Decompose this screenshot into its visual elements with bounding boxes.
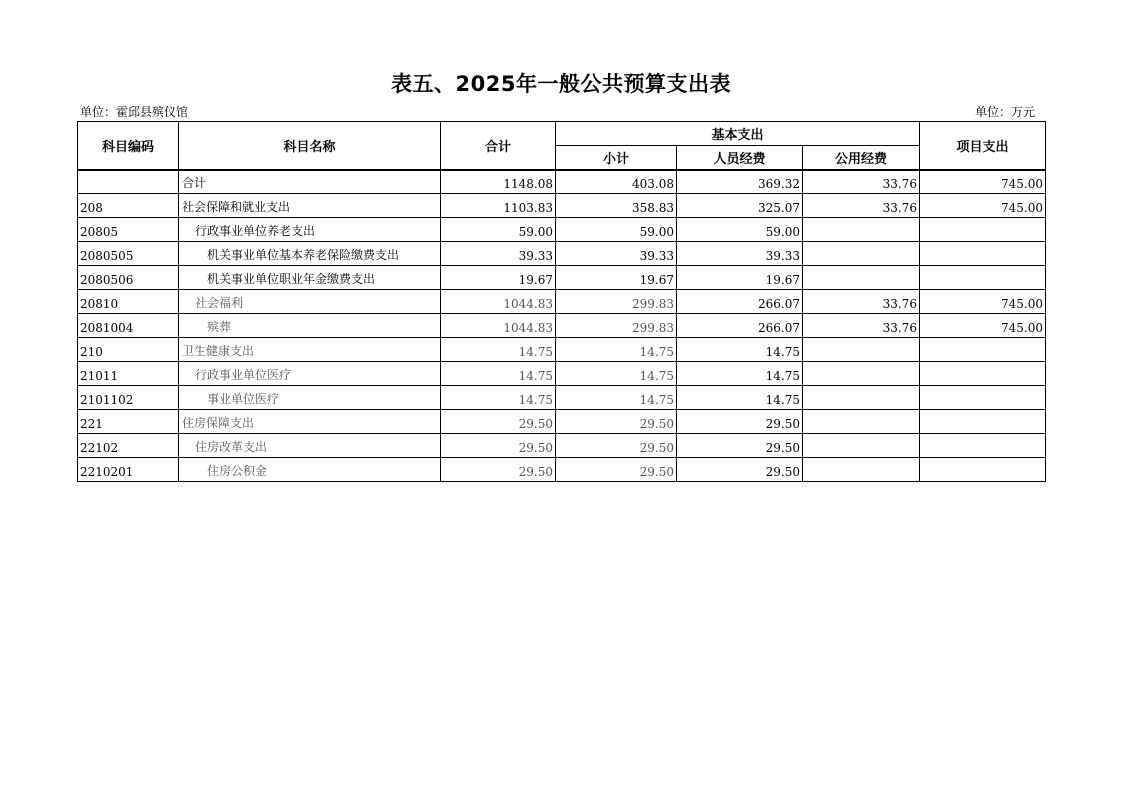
cell-public xyxy=(803,218,920,242)
cell-public xyxy=(803,362,920,386)
cell-total: 29.50 xyxy=(441,410,556,434)
cell-project: 745.00 xyxy=(920,194,1046,218)
header-basic: 基本支出 xyxy=(556,122,920,146)
table-row xyxy=(78,410,1046,434)
cell-code: 221 xyxy=(78,410,179,434)
table-row xyxy=(78,458,1046,482)
cell-public: 33.76 xyxy=(803,314,920,338)
cell-personnel: 266.07 xyxy=(677,290,803,314)
cell-public xyxy=(803,338,920,362)
cell-total: 29.50 xyxy=(441,434,556,458)
table-row xyxy=(78,434,1046,458)
table-row xyxy=(78,242,1046,266)
header-project: 项目支出 xyxy=(920,122,1046,170)
cell-name: 殡葬 xyxy=(179,314,441,338)
cell-total: 19.67 xyxy=(441,266,556,290)
unit-currency-label: 单位：万元 xyxy=(975,105,1036,119)
cell-personnel: 14.75 xyxy=(677,362,803,386)
cell-subtotal: 358.83 xyxy=(556,194,677,218)
cell-project xyxy=(920,434,1046,458)
table-row xyxy=(78,338,1046,362)
cell-name: 行政事业单位医疗 xyxy=(179,362,441,386)
table-header xyxy=(78,122,1046,170)
cell-total: 1044.83 xyxy=(441,314,556,338)
cell-public xyxy=(803,386,920,410)
cell-code: 20810 xyxy=(78,290,179,314)
cell-code: 2080505 xyxy=(78,242,179,266)
cell-project xyxy=(920,242,1046,266)
cell-subtotal: 14.75 xyxy=(556,338,677,362)
cell-public: 33.76 xyxy=(803,170,920,194)
page-title: 表五、2025年一般公共预算支出表 xyxy=(391,72,731,96)
cell-code: 2081004 xyxy=(78,314,179,338)
cell-code: 22102 xyxy=(78,434,179,458)
cell-subtotal: 299.83 xyxy=(556,314,677,338)
cell-personnel: 29.50 xyxy=(677,410,803,434)
budget-table xyxy=(77,121,1046,482)
cell-public xyxy=(803,266,920,290)
cell-personnel: 14.75 xyxy=(677,386,803,410)
cell-total: 14.75 xyxy=(441,362,556,386)
cell-project xyxy=(920,458,1046,482)
header-total: 合计 xyxy=(441,122,556,170)
cell-project xyxy=(920,338,1046,362)
cell-personnel: 59.00 xyxy=(677,218,803,242)
header-subtotal: 小计 xyxy=(556,146,677,170)
cell-public: 33.76 xyxy=(803,290,920,314)
cell-project xyxy=(920,410,1046,434)
table-row xyxy=(78,194,1046,218)
cell-subtotal: 39.33 xyxy=(556,242,677,266)
cell-name: 住房保障支出 xyxy=(179,410,441,434)
cell-code: 2210201 xyxy=(78,458,179,482)
table-row xyxy=(78,386,1046,410)
table-row xyxy=(78,290,1046,314)
header-name: 科目名称 xyxy=(179,122,441,170)
cell-public xyxy=(803,410,920,434)
cell-subtotal: 29.50 xyxy=(556,458,677,482)
cell-public xyxy=(803,458,920,482)
cell-project: 745.00 xyxy=(920,170,1046,194)
cell-code: 2080506 xyxy=(78,266,179,290)
cell-name: 行政事业单位养老支出 xyxy=(179,218,441,242)
cell-public xyxy=(803,434,920,458)
cell-project xyxy=(920,362,1046,386)
cell-name: 住房改革支出 xyxy=(179,434,441,458)
cell-code: 20805 xyxy=(78,218,179,242)
cell-personnel: 266.07 xyxy=(677,314,803,338)
cell-total: 1148.08 xyxy=(441,170,556,194)
cell-personnel: 325.07 xyxy=(677,194,803,218)
cell-public xyxy=(803,242,920,266)
cell-public: 33.76 xyxy=(803,194,920,218)
cell-name: 事业单位医疗 xyxy=(179,386,441,410)
cell-name: 合计 xyxy=(179,170,441,194)
cell-name: 机关事业单位职业年金缴费支出 xyxy=(179,266,441,290)
cell-total: 29.50 xyxy=(441,458,556,482)
cell-subtotal: 14.75 xyxy=(556,362,677,386)
table-row xyxy=(78,170,1046,194)
table-row xyxy=(78,362,1046,386)
cell-code: 210 xyxy=(78,338,179,362)
cell-code: 208 xyxy=(78,194,179,218)
cell-name: 住房公积金 xyxy=(179,458,441,482)
cell-total: 14.75 xyxy=(441,338,556,362)
table-row xyxy=(78,266,1046,290)
cell-code xyxy=(78,170,179,194)
cell-name: 机关事业单位基本养老保险缴费支出 xyxy=(179,242,441,266)
table-row xyxy=(78,314,1046,338)
unit-org-label: 单位：霍邱县殡仪馆 xyxy=(80,105,189,119)
cell-total: 59.00 xyxy=(441,218,556,242)
cell-name: 社会福利 xyxy=(179,290,441,314)
cell-project xyxy=(920,218,1046,242)
cell-code: 2101102 xyxy=(78,386,179,410)
cell-personnel: 369.32 xyxy=(677,170,803,194)
cell-subtotal: 29.50 xyxy=(556,410,677,434)
cell-project: 745.00 xyxy=(920,314,1046,338)
cell-project xyxy=(920,386,1046,410)
cell-personnel: 29.50 xyxy=(677,434,803,458)
cell-project: 745.00 xyxy=(920,290,1046,314)
cell-subtotal: 59.00 xyxy=(556,218,677,242)
cell-code: 21011 xyxy=(78,362,179,386)
cell-subtotal: 29.50 xyxy=(556,434,677,458)
cell-total: 1103.83 xyxy=(441,194,556,218)
header-personnel: 人员经费 xyxy=(677,146,803,170)
cell-total: 14.75 xyxy=(441,386,556,410)
table-row xyxy=(78,218,1046,242)
cell-personnel: 14.75 xyxy=(677,338,803,362)
header-public: 公用经费 xyxy=(803,146,920,170)
cell-project xyxy=(920,266,1046,290)
cell-subtotal: 14.75 xyxy=(556,386,677,410)
cell-total: 1044.83 xyxy=(441,290,556,314)
header-code: 科目编码 xyxy=(78,122,179,170)
cell-subtotal: 299.83 xyxy=(556,290,677,314)
cell-name: 卫生健康支出 xyxy=(179,338,441,362)
cell-subtotal: 403.08 xyxy=(556,170,677,194)
cell-personnel: 29.50 xyxy=(677,458,803,482)
cell-personnel: 19.67 xyxy=(677,266,803,290)
cell-subtotal: 19.67 xyxy=(556,266,677,290)
cell-total: 39.33 xyxy=(441,242,556,266)
table-body xyxy=(78,170,1046,482)
cell-personnel: 39.33 xyxy=(677,242,803,266)
cell-name: 社会保障和就业支出 xyxy=(179,194,441,218)
